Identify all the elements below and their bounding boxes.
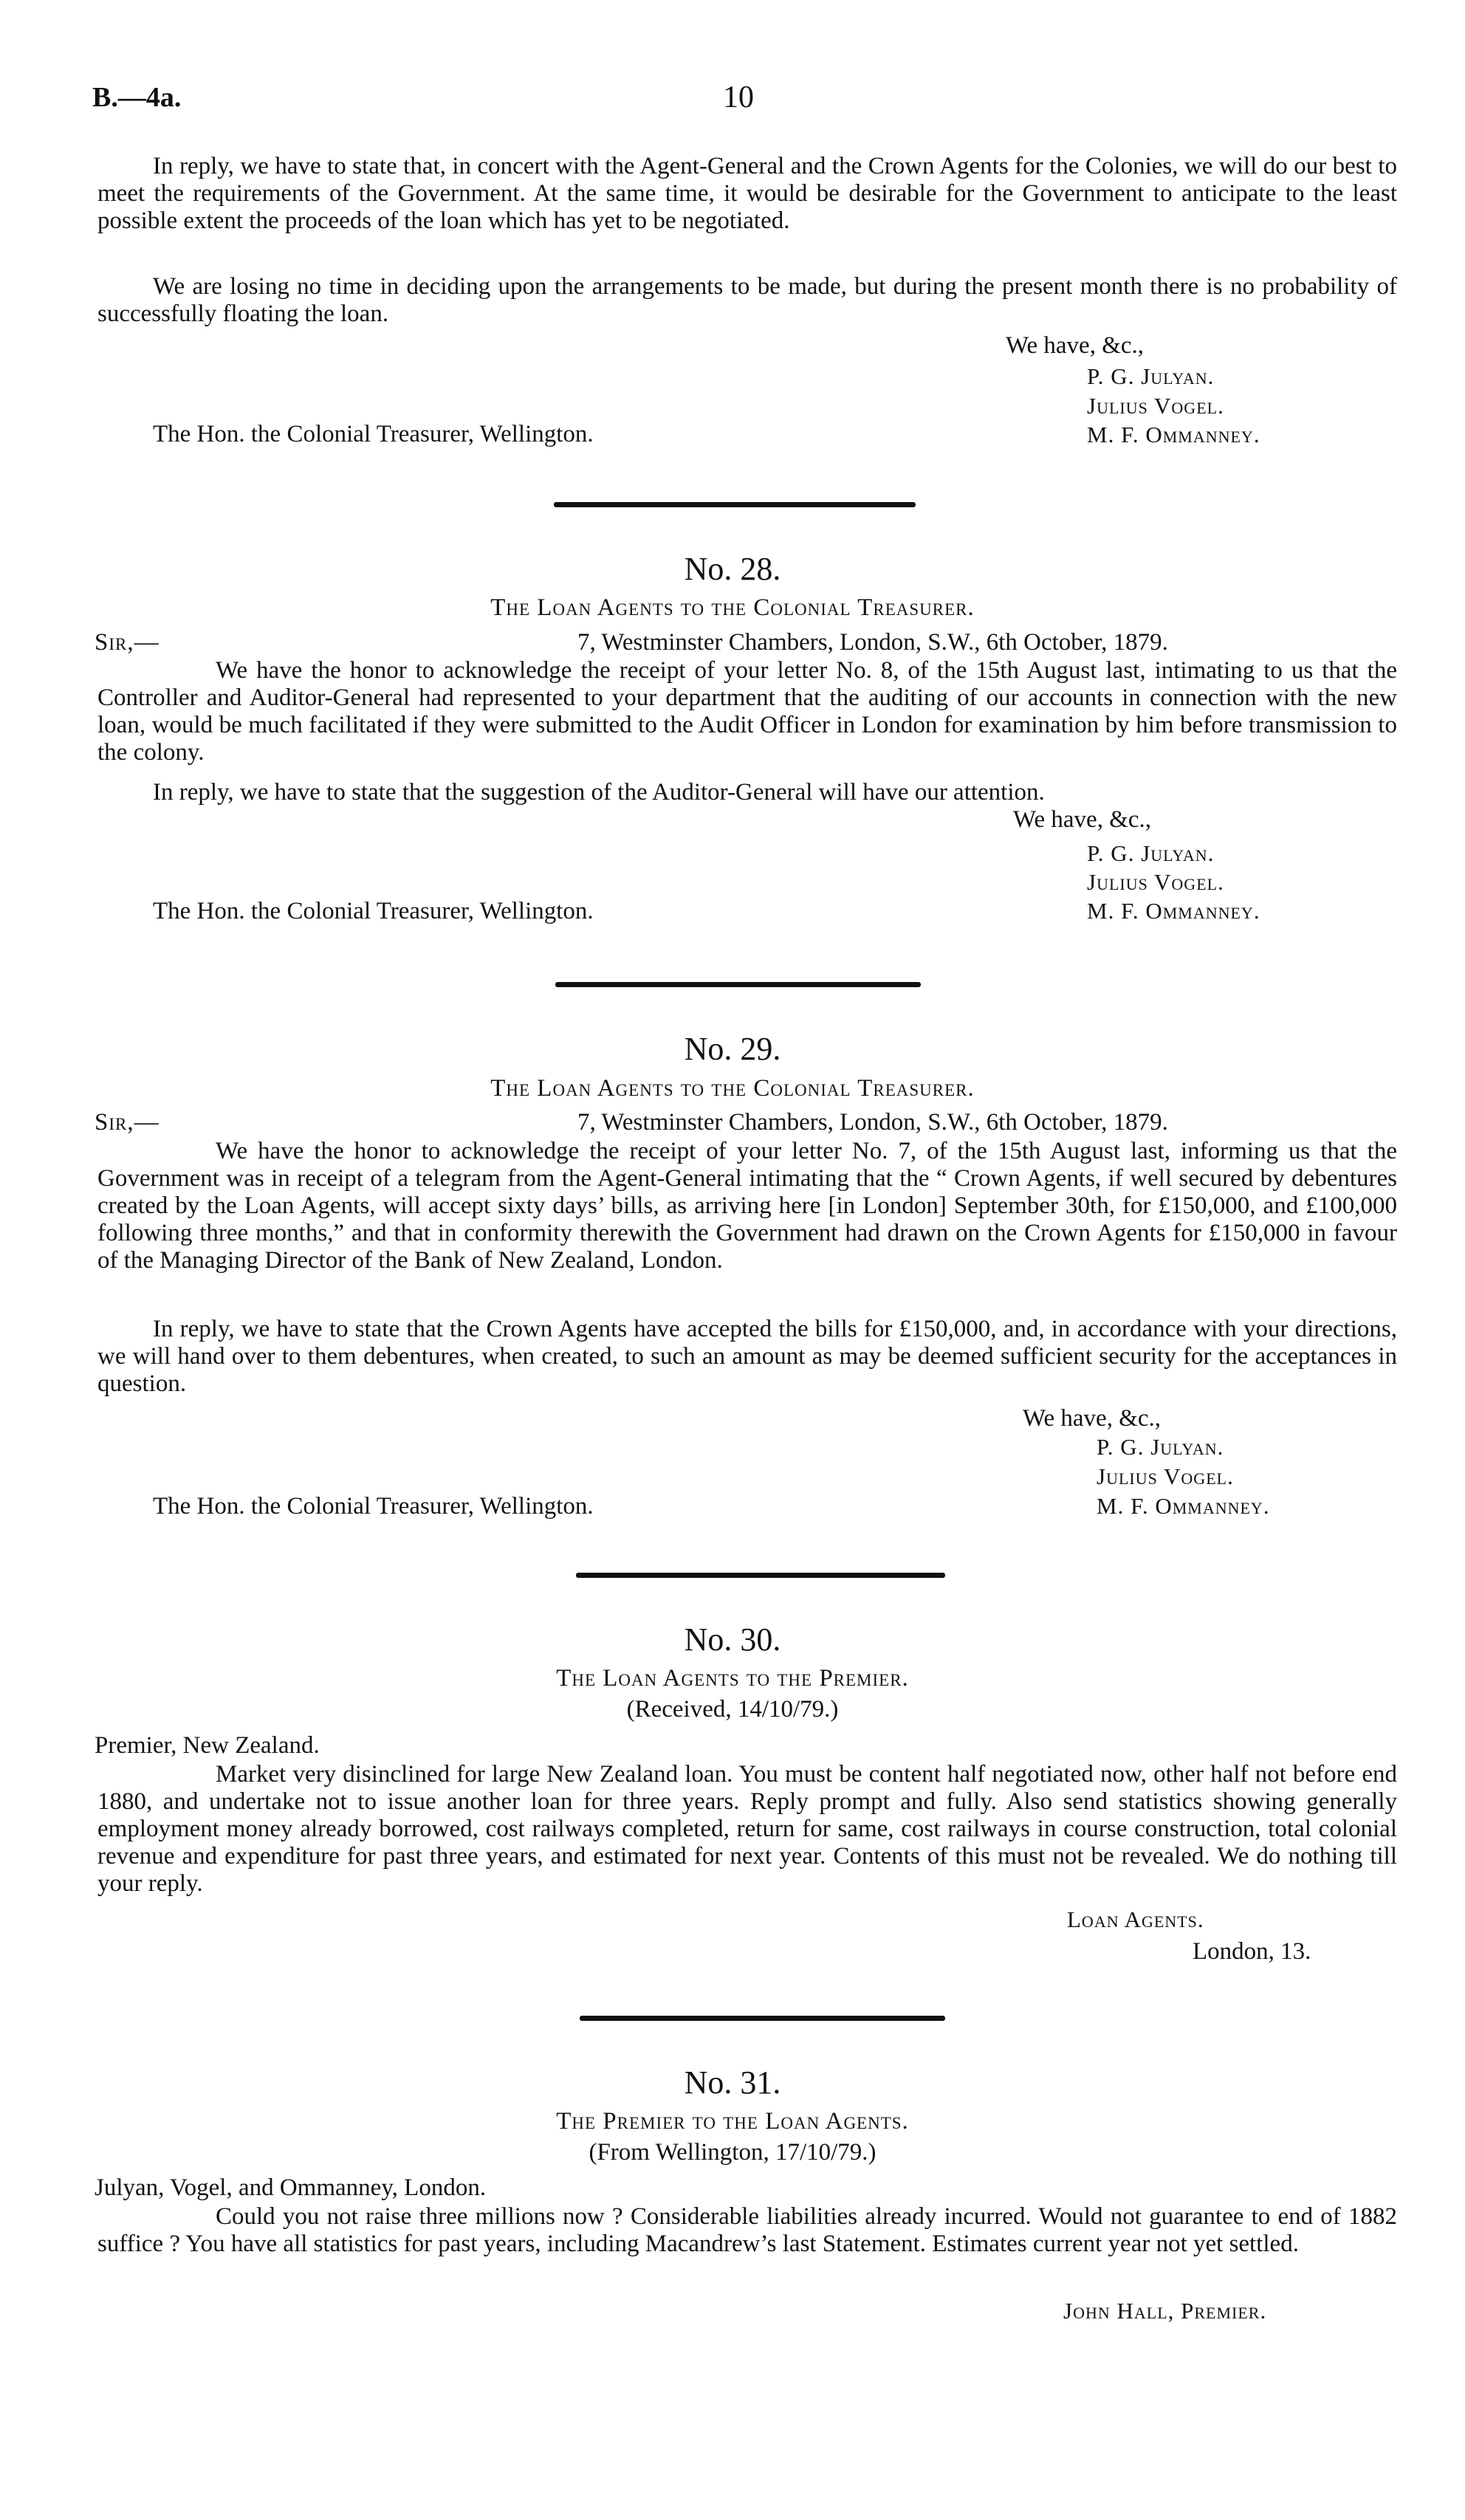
recipient: Premier, New Zealand. [95, 1732, 320, 1759]
intro-signer-3: M. F. Ommanney. [1087, 422, 1260, 447]
page-number: 10 [723, 80, 754, 114]
letter-paragraph-1: We have the honor to acknowledge the receipt of your letter No. 7, of the 15th August last, informing us that the Government was in receipt of a telegram from the Agent-General intimating that the “ Crown Agents, if well secured by debentures created by the Loan Agents, will accept sixty days’ bills, as arriving here [in London] September 30th, for £150,000, and £100,000 following three months,” and that in conformity therewith the Government had drawn on the Crown Agents for £150,000 in favour of the Managing Director of the Bank of New Zealand, London. [97, 1138, 1397, 1274]
letter-paragraph-2: In reply, we have to state that the suggestion of the Auditor-General will have our attention. [153, 779, 1045, 806]
addressee: The Hon. the Colonial Treasurer, Wellington. [153, 1493, 594, 1520]
recipient: Julyan, Vogel, and Ommanney, London. [95, 2174, 487, 2201]
letter-title: The Loan Agents to the Colonial Treasurer. [490, 1075, 975, 1102]
document-reference: B.—4a. [92, 82, 182, 113]
telegram-place: London, 13. [1193, 1938, 1311, 1965]
letter-title: The Loan Agents to the Colonial Treasurer. [490, 594, 975, 621]
letter-number: No. 30. [684, 1621, 781, 1658]
letter-paragraph-1: Market very disinclined for large New Zealand loan. You must be content half negotiated now, other half not before end 1880, and undertake not to issue another loan for three years. Reply prompt and fully. Also send statistics showing generally employment money already borrowed, cost railways completed, return for same, cost railways in course construction, total colonial revenue and expenditure for past three years, and estimated for next year. Contents of this must not be revealed. We do nothing till your reply. [97, 1761, 1397, 1897]
letter-title: The Premier to the Loan Agents. [556, 2108, 909, 2135]
intro-signer-1: P. G. Julyan. [1087, 363, 1215, 389]
letter-number: No. 29. [684, 1031, 781, 1067]
letter-paragraph-1: We have the honor to acknowledge the receipt of your letter No. 8, of the 15th August last, intimating to us that the Controller and Auditor-General had represented to your department that the auditing of our accounts in connection with the new loan, would be much facilitated if they were submitted to the Audit Officer in London for examination by him before transmission to the colony. [97, 657, 1397, 766]
intro-signer-2: Julius Vogel. [1087, 393, 1224, 419]
intro-paragraph-2: We are losing no time in deciding upon the arrangements to be made, but during the present month there is no probability of successfully floating the loan. [97, 273, 1397, 327]
received-date: (From Wellington, 17/10/79.) [589, 2139, 876, 2166]
letter-paragraph-2: In reply, we have to state that the Crown Agents have accepted the bills for £150,000, and, in accordance with your directions, we will hand over to them debentures, when created, to such an amount as may be deemed sufficient security for the acceptances in question. [97, 1316, 1397, 1397]
section-divider [580, 2016, 945, 2021]
signer-1: P. G. Julyan. [1087, 840, 1215, 866]
letter-paragraph-1: Could you not raise three millions now ? Considerable liabilities already incurred. Would not guarantee to end of 1882 suffice ? You have all statistics for past years, including Macandrew’s last Statement. Estimates current year not yet settled. [97, 2203, 1397, 2257]
section-divider [554, 502, 916, 507]
signer-1: P. G. Julyan. [1097, 1434, 1224, 1460]
intro-addressee: The Hon. the Colonial Treasurer, Wellington. [153, 421, 594, 447]
telegram-signer: John Hall, Premier. [1063, 2298, 1267, 2324]
letter-address: 7, Westminster Chambers, London, S.W., 6th October, 1879. [577, 629, 1168, 656]
received-date: (Received, 14/10/79.) [626, 1696, 839, 1723]
letter-title: The Loan Agents to the Premier. [556, 1665, 909, 1692]
letter-number: No. 28. [684, 551, 781, 587]
salutation: Sir,— [95, 1109, 159, 1136]
salutation: Sir,— [95, 629, 159, 656]
signer-2: Julius Vogel. [1097, 1463, 1234, 1489]
signer-2: Julius Vogel. [1087, 869, 1224, 895]
addressee: The Hon. the Colonial Treasurer, Wellington. [153, 898, 594, 924]
letter-closing: We have, &c., [1013, 806, 1152, 833]
letter-address: 7, Westminster Chambers, London, S.W., 6th October, 1879. [577, 1109, 1168, 1136]
section-divider [576, 1573, 945, 1578]
signer-3: M. F. Ommanney. [1097, 1493, 1270, 1519]
intro-closing: We have, &c., [1006, 332, 1145, 359]
letter-closing: We have, &c., [1023, 1405, 1162, 1432]
letter-number: No. 31. [684, 2064, 781, 2101]
signer-3: M. F. Ommanney. [1087, 898, 1260, 924]
section-divider [555, 982, 921, 987]
telegram-signer: Loan Agents. [1067, 1906, 1204, 1932]
intro-paragraph-1: In reply, we have to state that, in concert with the Agent-General and the Crown Agents for the Colonies, we will do our best to meet the requirements of the Government. At the same time, it would be desirable for the Government to anticipate to the least possible extent the proceeds of the loan which has yet to be negotiated. [97, 153, 1397, 234]
